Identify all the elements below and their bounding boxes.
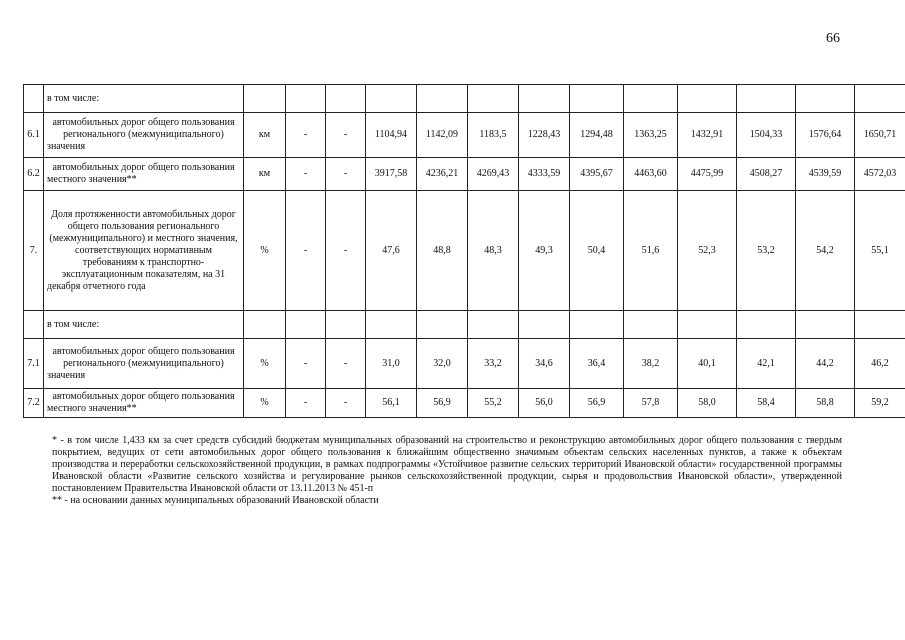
value-cell: 48,3 xyxy=(468,191,519,311)
value-cell: 53,2 xyxy=(737,191,796,311)
value-cell: 46,2 xyxy=(855,339,905,389)
table-row xyxy=(24,389,905,418)
value-cell: - xyxy=(326,191,366,311)
value-cell: 1432,91 xyxy=(678,113,737,158)
value-cell xyxy=(468,311,519,339)
value-cell xyxy=(796,311,855,339)
value-cell: 49,3 xyxy=(519,191,570,311)
value-cell: 34,6 xyxy=(519,339,570,389)
value-cell: 33,2 xyxy=(468,339,519,389)
table-row xyxy=(24,311,905,339)
value-cell: 3917,58 xyxy=(366,158,417,191)
unit-cell: км xyxy=(244,113,286,158)
row-number-cell: 6.2 xyxy=(24,158,44,191)
value-cell: 48,8 xyxy=(417,191,468,311)
value-cell: 1576,64 xyxy=(796,113,855,158)
indicator-name-cell: автомобильных дорог общего пользования регионального (межмуниципального) значения xyxy=(44,113,244,158)
unit-cell: % xyxy=(244,191,286,311)
value-cell xyxy=(417,85,468,113)
value-cell xyxy=(326,311,366,339)
value-cell: 58,8 xyxy=(796,389,855,418)
indicator-name-cell: автомобильных дорог общего пользования регионального (межмуниципального) значения xyxy=(44,339,244,389)
table-row xyxy=(24,85,905,113)
value-cell: - xyxy=(326,158,366,191)
value-cell: - xyxy=(286,113,326,158)
value-cell xyxy=(855,85,905,113)
value-cell: - xyxy=(326,389,366,418)
indicator-name-cell: автомобильных дорог общего пользования местного значения** xyxy=(44,158,244,191)
indicators-table xyxy=(23,84,905,418)
table-row xyxy=(24,158,905,191)
value-cell: 44,2 xyxy=(796,339,855,389)
unit-cell: % xyxy=(244,389,286,418)
unit-cell: км xyxy=(244,158,286,191)
value-cell: 1142,09 xyxy=(417,113,468,158)
unit-cell xyxy=(244,85,286,113)
value-cell xyxy=(855,311,905,339)
value-cell: 1228,43 xyxy=(519,113,570,158)
value-cell: 38,2 xyxy=(624,339,678,389)
value-cell: 4395,67 xyxy=(570,158,624,191)
value-cell xyxy=(366,311,417,339)
value-cell xyxy=(570,311,624,339)
row-number-cell: 7. xyxy=(24,191,44,311)
indicator-name-cell: автомобильных дорог общего пользования местного значения** xyxy=(44,389,244,418)
value-cell: - xyxy=(326,339,366,389)
value-cell xyxy=(570,85,624,113)
value-cell: 4508,27 xyxy=(737,158,796,191)
value-cell: 50,4 xyxy=(570,191,624,311)
table-row xyxy=(24,191,905,311)
indicator-name-cell: в том числе: xyxy=(44,85,244,113)
unit-cell xyxy=(244,311,286,339)
value-cell: 56,9 xyxy=(417,389,468,418)
value-cell: 56,0 xyxy=(519,389,570,418)
value-cell: 42,1 xyxy=(737,339,796,389)
value-cell xyxy=(326,85,366,113)
row-number-cell: 7.1 xyxy=(24,339,44,389)
value-cell xyxy=(519,311,570,339)
value-cell: 1294,48 xyxy=(570,113,624,158)
row-number-cell: 6.1 xyxy=(24,113,44,158)
value-cell: 1650,71 xyxy=(855,113,905,158)
value-cell: - xyxy=(326,113,366,158)
value-cell: - xyxy=(286,191,326,311)
value-cell: 56,1 xyxy=(366,389,417,418)
value-cell: 55,2 xyxy=(468,389,519,418)
value-cell: - xyxy=(286,339,326,389)
value-cell xyxy=(624,85,678,113)
row-number-cell xyxy=(24,85,44,113)
value-cell xyxy=(366,85,417,113)
value-cell xyxy=(468,85,519,113)
table-row xyxy=(24,113,905,158)
value-cell: 32,0 xyxy=(417,339,468,389)
value-cell: 1183,5 xyxy=(468,113,519,158)
table-row xyxy=(24,339,905,389)
value-cell: 47,6 xyxy=(366,191,417,311)
value-cell: 4539,59 xyxy=(796,158,855,191)
value-cell: 1504,33 xyxy=(737,113,796,158)
unit-cell: % xyxy=(244,339,286,389)
value-cell: 4475,99 xyxy=(678,158,737,191)
value-cell: - xyxy=(286,158,326,191)
value-cell xyxy=(519,85,570,113)
value-cell: 4269,43 xyxy=(468,158,519,191)
value-cell xyxy=(624,311,678,339)
value-cell xyxy=(417,311,468,339)
value-cell: 59,2 xyxy=(855,389,905,418)
indicator-name-cell: Доля протяженности автомобильных дорог общего пользования регионального (межмуниципального) и местного значения, соответствующих нормативным требованиям к транспортно-эксплуатационным показателям, на 31 декабря отчетного года xyxy=(44,191,244,311)
value-cell xyxy=(286,85,326,113)
value-cell: 4463,60 xyxy=(624,158,678,191)
value-cell: 1104,94 xyxy=(366,113,417,158)
indicator-name-cell: в том числе: xyxy=(44,311,244,339)
footnotes xyxy=(52,435,842,507)
value-cell xyxy=(286,311,326,339)
value-cell: 58,0 xyxy=(678,389,737,418)
value-cell xyxy=(678,85,737,113)
footnote-1: * - в том числе 1,433 км за счет средств субсидий бюджетам муниципальных образований на строительство и реконструкцию автомобильных дорог общего пользования с твердым покрытием, ведущих от сети автомобильных дорог общего пользования к ближайшим общественно значимым объектам сельских населенных пунктов, а также к объектам производства и переработки сельскохозяйственной продукции, в рамках подпрограммы «Устойчивое развитие сельских территорий Ивановской области» государственной программы Ивановской области «Развитие сельского хозяйства и регулирование рынков сельскохозяйственной продукции, сырья и продовольствия Ивановской области», утвержденной постановлением Правительства Ивановской области от 13.11.2013 № 451-п xyxy=(52,435,842,494)
value-cell xyxy=(796,85,855,113)
value-cell xyxy=(737,85,796,113)
value-cell: 51,6 xyxy=(624,191,678,311)
value-cell xyxy=(737,311,796,339)
value-cell: 56,9 xyxy=(570,389,624,418)
row-number-cell: 7.2 xyxy=(24,389,44,418)
value-cell: 58,4 xyxy=(737,389,796,418)
value-cell: 40,1 xyxy=(678,339,737,389)
value-cell: - xyxy=(286,389,326,418)
value-cell xyxy=(678,311,737,339)
footnote-2: ** - на основании данных муниципальных образований Ивановской области xyxy=(52,495,379,506)
row-number-cell xyxy=(24,311,44,339)
table-body xyxy=(24,85,905,418)
value-cell: 55,1 xyxy=(855,191,905,311)
value-cell: 57,8 xyxy=(624,389,678,418)
value-cell: 31,0 xyxy=(366,339,417,389)
value-cell: 4236,21 xyxy=(417,158,468,191)
page-number: 66 xyxy=(826,31,840,46)
value-cell: 36,4 xyxy=(570,339,624,389)
value-cell: 54,2 xyxy=(796,191,855,311)
value-cell: 4333,59 xyxy=(519,158,570,191)
value-cell: 52,3 xyxy=(678,191,737,311)
value-cell: 1363,25 xyxy=(624,113,678,158)
value-cell: 4572,03 xyxy=(855,158,905,191)
